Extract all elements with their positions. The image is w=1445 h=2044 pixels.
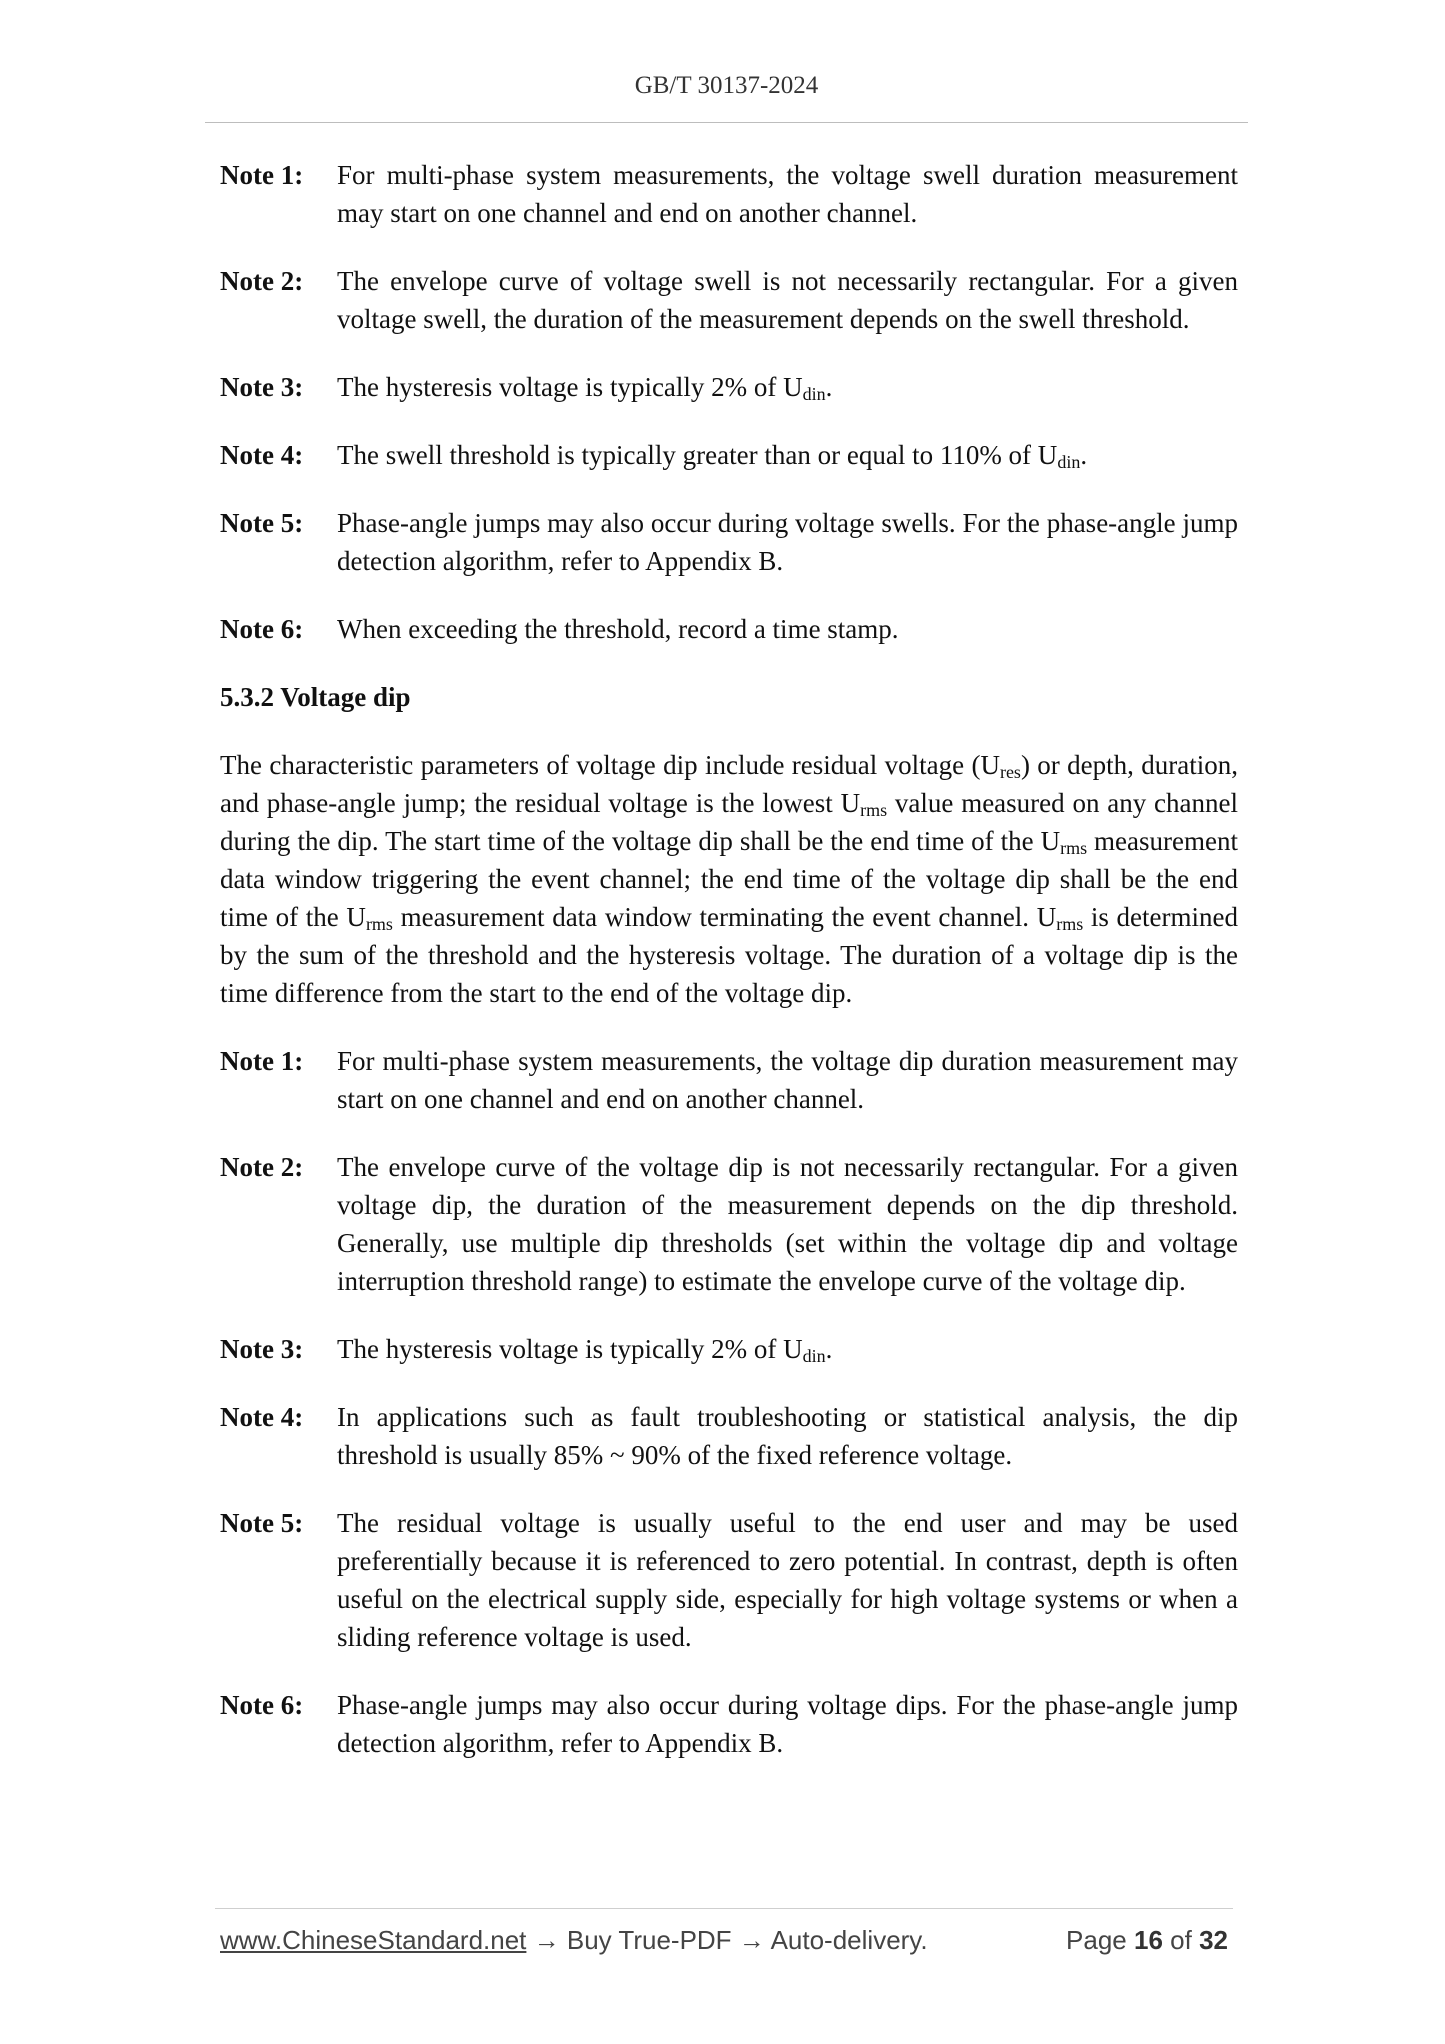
note-item: [220, 504, 1238, 580]
note-item: [220, 1330, 1238, 1368]
note-label: Note 1:: [220, 160, 304, 190]
note-label: Note 2:: [220, 266, 304, 296]
subscript: din: [802, 1346, 826, 1366]
note-text: For multi-phase system measurements, the voltage swell duration measurement may start on one channel and end on another channel.: [337, 160, 1238, 228]
note-item: [220, 1042, 1238, 1118]
subscript: rms: [1056, 914, 1084, 934]
note-item: [220, 262, 1238, 338]
note-label: Note 5:: [220, 1508, 304, 1538]
note-text: When exceeding the threshold, record a time stamp.: [337, 614, 899, 644]
paragraph-text: The characteristic parameters of voltage dip include residual voltage (U: [220, 750, 1000, 780]
note-text: In applications such as fault troubleshooting or statistical analysis, the dip threshold is usually 85% ~ 90% of the fixed reference voltage.: [337, 1402, 1238, 1470]
page-number: 16: [1134, 1925, 1163, 1955]
note-text: [337, 1330, 1238, 1368]
note-text-part: The hysteresis voltage is typically 2% of U: [337, 1334, 803, 1364]
paragraph-text: measurement data window triggering the event channel; the end time of the voltage dip shall be the end time of the U: [220, 826, 1238, 932]
subscript: din: [1057, 452, 1081, 472]
page-indicator: [1066, 1925, 1228, 1956]
note-text: [337, 436, 1238, 474]
footer-divider: [215, 1908, 1233, 1909]
note-label: Note 6:: [220, 614, 304, 644]
footer-promo: [220, 1925, 928, 1956]
note-item: [220, 1398, 1238, 1474]
note-text-part: .: [825, 372, 833, 402]
section-heading: 5.3.2 Voltage dip: [220, 682, 411, 712]
note-text: The envelope curve of the voltage dip is not necessarily rectangular. For a given voltage dip, the duration of the measurement depends on the dip threshold. Generally, use multiple dip thresholds (set within the voltage dip and voltage interruption threshold range) to estimate the envelope curve of the voltage dip.: [337, 1152, 1238, 1296]
note-text-part: .: [1080, 440, 1088, 470]
subscript: din: [802, 384, 826, 404]
of-word: of: [1170, 1925, 1192, 1955]
note-label: Note 3:: [220, 372, 304, 402]
page-body: [220, 156, 1238, 1792]
note-item: [220, 156, 1238, 232]
website-link[interactable]: www.ChineseStandard.net: [220, 1925, 527, 1955]
note-item: [220, 436, 1238, 474]
note-text: Phase-angle jumps may also occur during voltage swells. For the phase-angle jump detection algorithm, refer to Appendix B.: [337, 508, 1238, 576]
subscript: rms: [365, 914, 393, 934]
note-text: For multi-phase system measurements, the voltage dip duration measurement may start on one channel and end on another channel.: [337, 1046, 1238, 1114]
note-text: The residual voltage is usually useful to the end user and may be used preferentially because it is referenced to zero potential. In contrast, depth is often useful on the electrical supply side, especially for high voltage systems or when a sliding reference voltage is used.: [337, 1508, 1238, 1652]
note-label: Note 4:: [220, 440, 304, 470]
note-label: Note 5:: [220, 508, 304, 538]
subscript: rms: [860, 800, 888, 820]
note-item: [220, 368, 1238, 406]
body-paragraph: [220, 746, 1238, 1012]
paragraph-text: is determined by the sum of the threshold and the hysteresis voltage. The duration of a voltage dip is the time difference from the start to the end of the voltage dip.: [220, 902, 1238, 1008]
page-word: Page: [1066, 1925, 1127, 1955]
note-label: Note 4:: [220, 1402, 304, 1432]
subscript: res: [999, 762, 1021, 782]
note-label: Note 3:: [220, 1334, 304, 1364]
header-divider: [205, 122, 1248, 123]
note-text: Phase-angle jumps may also occur during voltage dips. For the phase-angle jump detection algorithm, refer to Appendix B.: [337, 1690, 1238, 1758]
note-text-part: The swell threshold is typically greater than or equal to 110% of U: [337, 440, 1058, 470]
paragraph-text: ) or depth, duration, and phase-angle jump; the residual voltage is the lowest U: [220, 750, 1238, 818]
note-item: [220, 1504, 1238, 1656]
note-item: [220, 1148, 1238, 1300]
note-text-part: The hysteresis voltage is typically 2% of U: [337, 372, 803, 402]
paragraph-text: measurement data window terminating the event channel. U: [392, 902, 1057, 932]
note-label: Note 6:: [220, 1690, 304, 1720]
document-header: GB/T 30137-2024: [634, 72, 819, 99]
paragraph-text: value measured on any channel during the dip. The start time of the voltage dip shall be the end time of the U: [220, 788, 1239, 856]
footer-tagline: → Buy True-PDF → Auto-delivery.: [526, 1925, 928, 1955]
note-text-part: .: [825, 1334, 833, 1364]
note-text: The envelope curve of voltage swell is not necessarily rectangular. For a given voltage swell, the duration of the measurement depends on the swell threshold.: [337, 266, 1238, 334]
note-item: [220, 610, 1238, 648]
note-label: Note 1:: [220, 1046, 304, 1076]
total-pages: 32: [1199, 1925, 1228, 1955]
subscript: rms: [1060, 838, 1088, 858]
note-item: [220, 1686, 1238, 1762]
note-label: Note 2:: [220, 1152, 304, 1182]
note-text: [337, 368, 1238, 406]
